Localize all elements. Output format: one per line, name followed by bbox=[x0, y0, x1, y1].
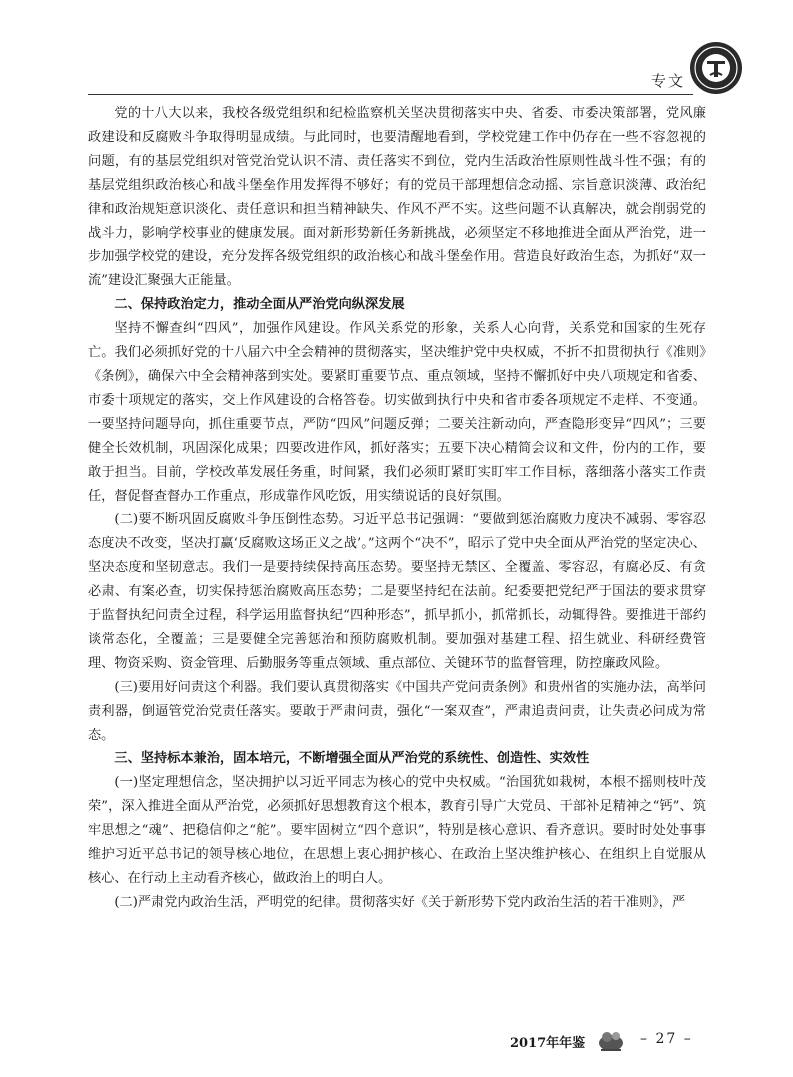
university-seal-icon bbox=[688, 40, 744, 96]
paragraph: (二)严肃党内政治生活，严明党的纪律。贯彻落实好《关于新形势下党内政治生活的若干准则》，严 bbox=[114, 894, 686, 910]
yearbook-label: 2017年年鉴 bbox=[510, 1036, 586, 1051]
section-label: 专文 bbox=[650, 72, 685, 90]
mascot-icon bbox=[596, 1027, 626, 1053]
section-heading: 三、坚持标本兼治，固本培元，不断增强全面从严治党的系统性、创造性、实效性 bbox=[114, 751, 590, 767]
paragraph: (二)要不断巩固反腐败斗争压倒性态势。习近平总书记强调：“要做到惩治腐败力度决不减弱、零容忍态度决不改变，坚决打赢‘反腐败这场正义之战’。”这两个“决不”，昭示了党中央全面从严治党的坚定决心、坚决态度和坚韧意志。我们一是要持续保持高压态势。要坚持无禁区、全覆盖、零容忍，有腐必反、有贪必肃、有案必查，切实保持惩治腐败高压态势；二是要坚持纪在法前。纪委要把党纪严于国法的要求贯穿于监督执纪问责全过程，科学运用监督执纪“四种形态”，抓早抓小，抓常抓长，动辄得咎。要推进干部约谈常态化，全覆盖；三是要健全完善惩治和预防腐败机制。要加强对基建工程、招生就业、科研经费管理、物资采购、资金管理、后勤服务等重点领域、重点部位、关键环节的监督管理，防控廉政风险。 bbox=[88, 512, 706, 671]
paragraph: (三)要用好问责这个利器。我们要认真贯彻落实《中国共产党问责条例》和贵州省的实施办法，高举问责利器，倒逼管党治党责任落实。要敢于严肃问责，强化“一案双查”，严肃追责问责，让失责必问成为常态。 bbox=[88, 679, 706, 743]
article-body bbox=[88, 102, 706, 915]
paragraph: 坚持不懈查纠“四风”，加强作风建设。作风关系党的形象，关系人心向背，关系党和国家的生死存亡。我们必须抓好党的十八届六中全会精神的贯彻落实，坚决维护党中央权威，不折不扣贯彻执行《准则》《条例》，确保六中全会精神落到实处。要紧盯重要节点、重点领域，坚持不懈抓好中央八项规定和省委、市委十项规定的落实，交上作风建设的合格答卷。切实做到执行中央和省市委各项规定不走样、不变通。一要坚持问题导向，抓住重要节点，严防“四风”问题反弹；二要关注新动向，严查隐形变异“四风”；三要健全长效机制，巩固深化成果；四要改进作风，抓好落实；五要下决心精简会议和文件，份内的工作，要敢于担当。目前，学校改革发展任务重，时间紧，我们必须盯紧盯实盯牢工作目标，落细落小落实工作责任，督促督查督办工作重点，形成靠作风吃饭，用实绩说话的良好氛围。 bbox=[88, 321, 706, 504]
paragraph: (一)坚定理想信念，坚决拥护以习近平同志为核心的党中央权威。“治国犹如栽树，本根不摇则枝叶茂荣”，深入推进全面从严治党，必须抓好思想教育这个根本，教育引导广大党员、干部补足精神之“钙”、筑牢思想之“魂”、把稳信仰之“舵”。要牢固树立“四个意识”，特别是核心意识、看齐意识。要时时处处事事维护习近平总书记的领导核心地位，在思想上衷心拥护核心、在政治上坚决维护核心、在组织上自觉服从核心、在行动上主动看齐核心，做政治上的明白人。 bbox=[88, 775, 706, 886]
page-footer bbox=[510, 1027, 730, 1055]
paragraph: 党的十八大以来，我校各级党组织和纪检监察机关坚决贯彻落实中央、省委、市委决策部署，党风廉政建设和反腐败斗争取得明显成绩。与此同时，也要清醒地看到，学校党建工作中仍存在一些不容忽视的问题，有的基层党组织对管党治党认识不清、责任落实不到位，党内生活政治性原则性战斗性不强；有的基层党组织政治核心和战斗堡垒作用发挥得不够好；有的党员干部理想信念动摇、宗旨意识淡薄、政治纪律和政治规矩意识淡化、责任意识和担当精神缺失、作风不严不实。这些问题不认真解决，就会削弱党的战斗力，影响学校事业的健康发展。面对新形势新任务新挑战，必须坚定不移地推进全面从严治党，进一步加强学校党的建设，充分发挥各级党组织的政治核心和战斗堡垒作用。营造良好政治生态，为抓好“双一流”建设汇聚强大正能量。 bbox=[88, 106, 706, 289]
section-heading: 二、保持政治定力，推动全面从严治党向纵深发展 bbox=[114, 297, 405, 313]
page-number: – 27 – bbox=[640, 1031, 693, 1047]
page-header bbox=[88, 70, 693, 95]
